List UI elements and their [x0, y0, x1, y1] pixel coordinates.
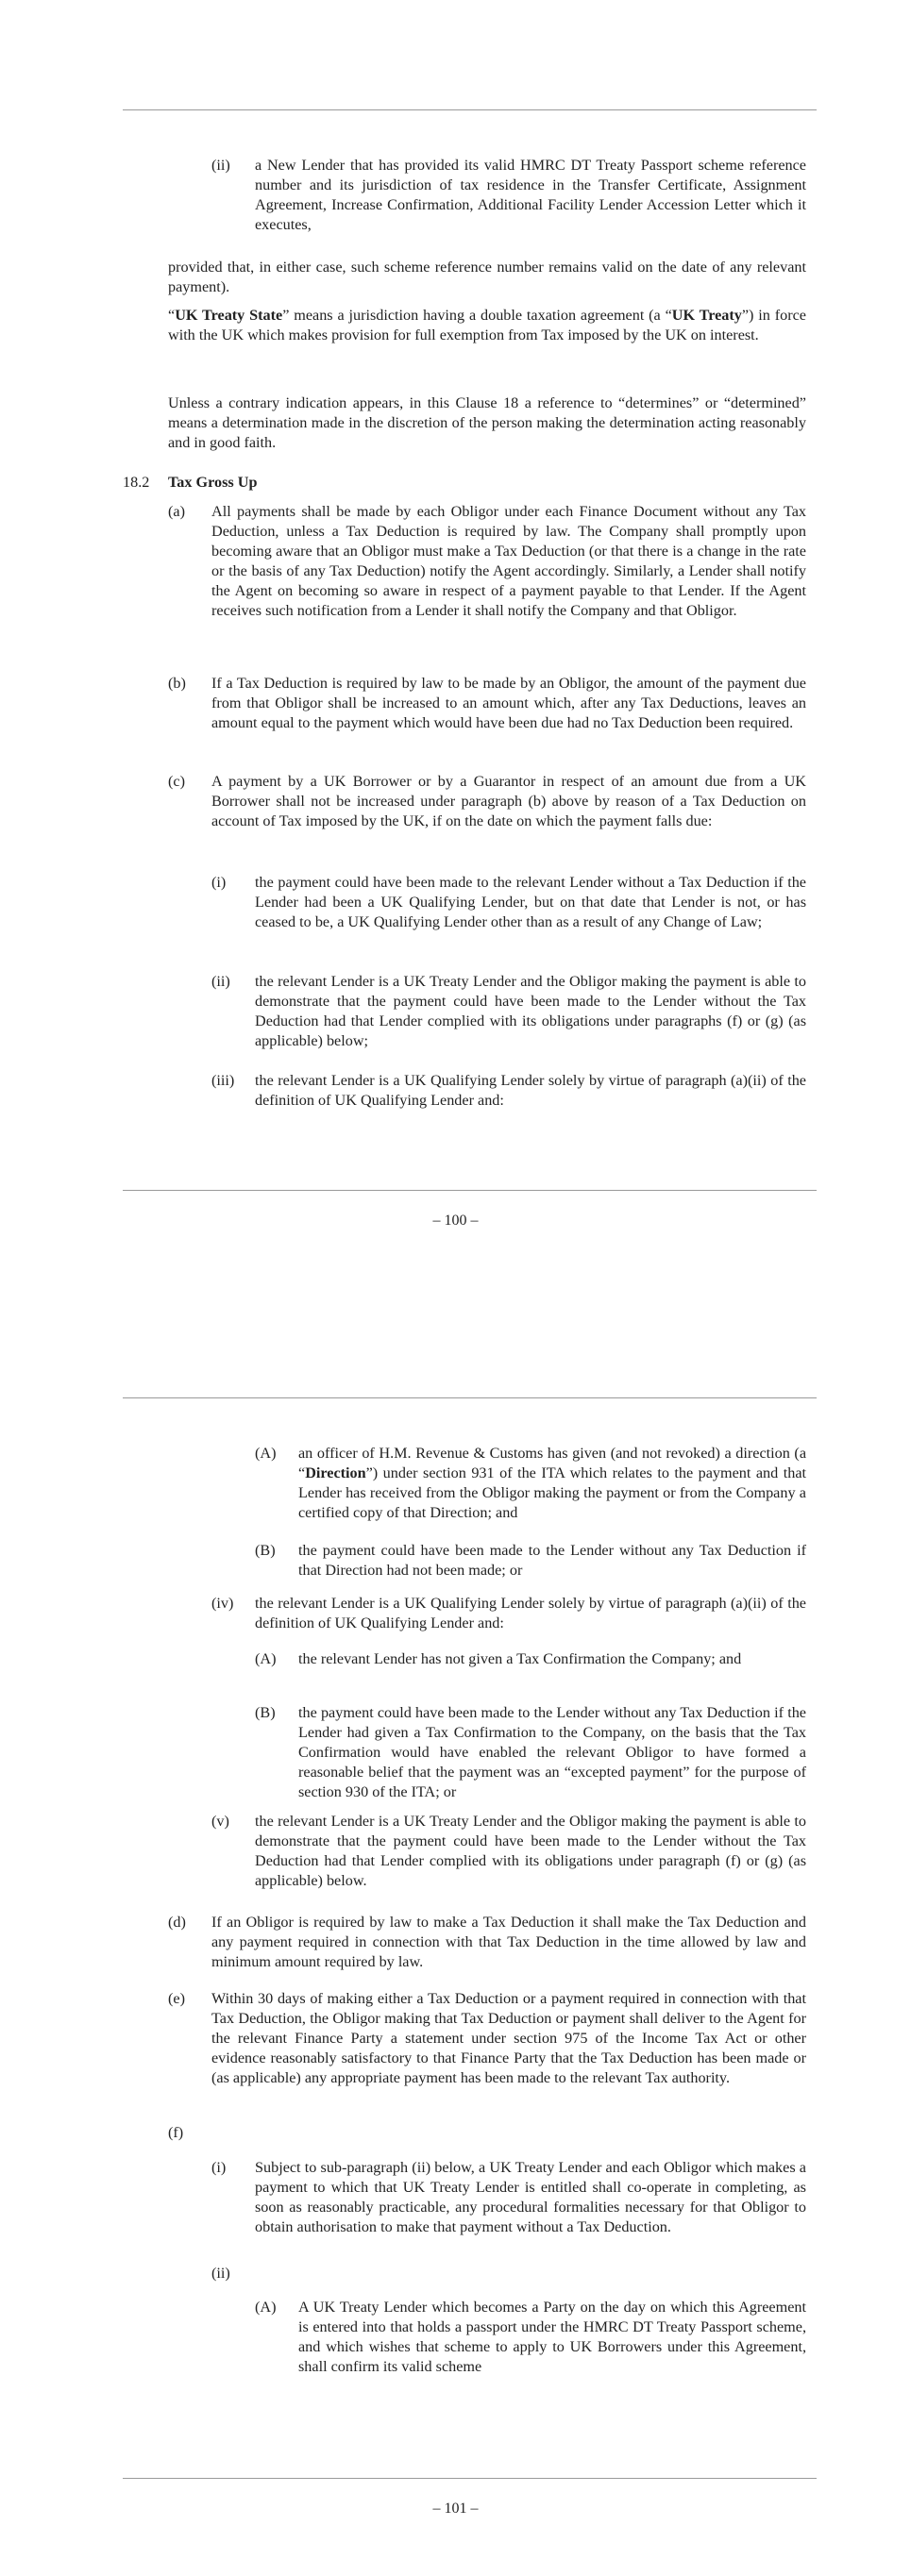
item-iv-A-text: the relevant Lender has not given a Tax Confirmation the Company; and	[298, 1650, 742, 1667]
item-v-label: (v)	[211, 1813, 229, 1830]
item-ii-text: a New Lender that has provided its valid HMRC DT Treaty Passport scheme reference number and its jurisdiction of tax residence in the Transfer Certificate, Assignment Agreement, Increase Confirmation, Additional Facility Lender Accession Letter which it executes,	[255, 157, 806, 233]
para-c-iii-text: the relevant Lender is a UK Qualifying Lender solely by virtue of paragraph (a)(ii) of the definition of UK Qualifying Lender and:	[255, 1072, 806, 1109]
item-iv-B-label: (B)	[255, 1704, 276, 1721]
section-number: 18.2	[123, 474, 150, 491]
para-d-text: If an Obligor is required by law to make a Tax Deduction it shall make the Tax Deduction and any payment required in connection with that Tax Deduction in the time allowed by law and minimum amount required by law.	[211, 1914, 806, 1970]
section-title: Tax Gross Up	[168, 474, 258, 491]
para-a-text: All payments shall be made by each Obligor under each Finance Document without any Tax Deduction, unless a Tax Deduction is required by law. The Company shall promptly upon becoming aware that an Obligor must make a Tax Deduction (or that there is a change in the rate or the basis of any Tax Deduction) notify the Agent accordingly. Similarly, a Lender shall notify the Agent on becoming so aware in respect of a payment payable to that Lender. If the Agent receives such notification from a Lender it shall notify the Company and that Obligor.	[211, 503, 806, 619]
item-v-text: the relevant Lender is a UK Treaty Lender and the Obligor making the payment is able to demonstrate that the payment could have been made to the Lender without the Tax Deduction had that Lender complied with its obligations under paragraph (f) or (g) (as applicable) below.	[255, 1813, 806, 1889]
uk-treaty-state-definition: “UK Treaty State” means a jurisdiction having a double taxation agreement (a “UK Treaty”) in force with the UK which makes provision for full exemption from Tax imposed by the UK on interest.	[168, 307, 806, 343]
item-iv-label: (iv)	[211, 1595, 234, 1612]
para-d-label: (d)	[168, 1914, 186, 1931]
item-iv-text: the relevant Lender is a UK Qualifying Lender solely by virtue of paragraph (a)(ii) of the definition of UK Qualifying Lender and:	[255, 1595, 806, 1631]
para-f-ii-A-label: (A)	[255, 2299, 277, 2316]
defined-term: UK Treaty	[671, 307, 742, 324]
defined-term: UK Treaty State	[175, 307, 283, 324]
para-a-label: (a)	[168, 503, 185, 520]
para-c-iii-label: (iii)	[211, 1072, 235, 1089]
provided-paragraph: provided that, in either case, such scheme reference number remains valid on the date of any relevant payment).	[168, 259, 806, 295]
page-number: – 101 –	[432, 2501, 479, 2517]
para-b-text: If a Tax Deduction is required by law to be made by an Obligor, the amount of the payment due from that Obligor shall be increased to an amount which, after any Tax Deductions, leaves an amount equal to the payment which would have been due had no Tax Deduction been required.	[211, 675, 806, 731]
para-e-text: Within 30 days of making either a Tax Deduction or a payment required in connection with that Tax Deduction, the Obligor making that Tax Deduction or payment shall deliver to the Agent for the relevant Finance Party a statement under section 975 of the Income Tax Act or other evidence reasonably satisfactory to that Finance Party that the Tax Deduction has been made or (as applicable) any appropriate payment has been made to the relevant Tax authority.	[211, 1990, 806, 2086]
defined-term: Direction	[305, 1464, 366, 1481]
para-b-label: (b)	[168, 675, 186, 692]
item-iv-B-text: the payment could have been made to the Lender without any Tax Deduction if the Lender had given a Tax Confirmation to the Company, on the basis that the Tax Confirmation would have enabled the relevant Obligor to have formed a reasonable belief that the payment was an “excepted payment” for the purpose of section 930 of the ITA; or	[298, 1704, 806, 1800]
para-c-i-label: (i)	[211, 874, 227, 891]
item-B-text: the payment could have been made to the Lender without any Tax Deduction if that Direction had not been made; or	[298, 1542, 806, 1579]
top-rule	[123, 109, 817, 110]
para-c-label: (c)	[168, 773, 185, 790]
para-c-text: A payment by a UK Borrower or by a Guarantor in respect of an amount due from a UK Borrower shall not be increased under paragraph (b) above by reason of a Tax Deduction on account of Tax imposed by the UK, if on the date on which the payment falls due:	[211, 773, 806, 829]
para-f-label: (f)	[168, 2124, 184, 2141]
para-c-ii-text: the relevant Lender is a UK Treaty Lender and the Obligor making the payment is able to demonstrate that the payment could have been made to the Lender without the Tax Deduction had that Lender complied with its obligations under paragraphs (f) or (g) (as applicable) below;	[255, 973, 806, 1049]
para-c-i-text: the payment could have been made to the relevant Lender without a Tax Deduction if the Lender had been a UK Qualifying Lender, but on that date that Lender is not, or has ceased to be, a UK Qualifying Lender other than as a result of any Change of Law;	[255, 874, 806, 930]
para-f-i-label: (i)	[211, 2159, 227, 2176]
page-101	[0, 1288, 911, 2576]
item-A-text: an officer of H.M. Revenue & Customs has given (and not revoked) a direction (a “Direction”) under section 931 of the ITA which relates to the payment and that Lender has received from the Obligor making the payment or from the Company a certified copy of that Direction; and	[298, 1445, 806, 1521]
bottom-rule	[123, 2478, 817, 2479]
bottom-rule	[123, 1190, 817, 1191]
item-ii-label: (ii)	[211, 157, 230, 174]
item-iv-A-label: (A)	[255, 1650, 277, 1667]
item-A-label: (A)	[255, 1445, 277, 1462]
para-f-ii-A-text: A UK Treaty Lender which becomes a Party on the day on which this Agreement is entered into that holds a passport under the HMRC DT Treaty Passport scheme, and which wishes that scheme to apply to UK Borrowers under this Agreement, shall confirm its valid scheme	[298, 2299, 806, 2375]
interpretation-paragraph: Unless a contrary indication appears, in this Clause 18 a reference to “determines” or “determined” means a determination made in the discretion of the person making the determination acting reasonably and in good faith.	[168, 394, 806, 451]
page-number: – 100 –	[432, 1213, 479, 1229]
para-c-ii-label: (ii)	[211, 973, 230, 990]
para-e-label: (e)	[168, 1990, 185, 2007]
para-f-i-text: Subject to sub-paragraph (ii) below, a UK Treaty Lender and each Obligor which makes a payment to which that UK Treaty Lender is entitled shall co-operate in completing, as soon as reasonably practicable, any procedural formalities necessary for that Obligor to obtain authorisation to make that payment without a Tax Deduction.	[255, 2159, 806, 2235]
item-B-label: (B)	[255, 1542, 276, 1559]
top-rule	[123, 1397, 817, 1398]
para-f-ii-label: (ii)	[211, 2265, 230, 2282]
